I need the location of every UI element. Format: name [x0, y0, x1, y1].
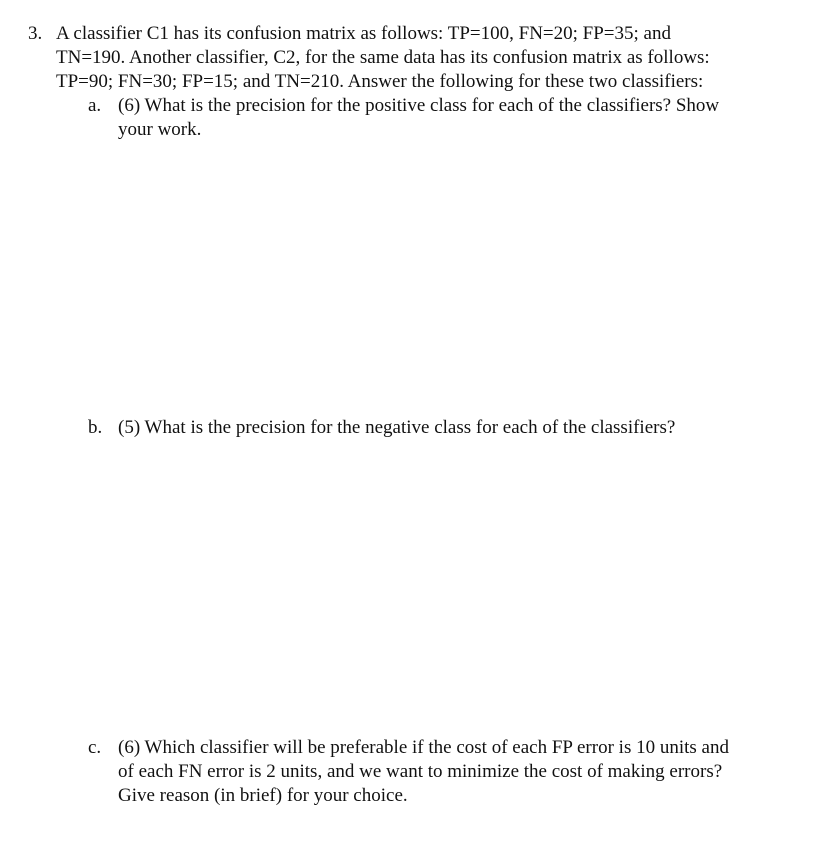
part-b-text	[118, 416, 798, 440]
stem-line: TN=190. Another classifier, C2, for the same data has its confusion matrix as follows:	[56, 47, 710, 68]
part-a-text	[118, 94, 798, 142]
question-stem	[56, 22, 796, 94]
part-c-text	[118, 736, 798, 808]
part-c-label: c.	[88, 737, 102, 758]
part-b-label: b.	[88, 417, 103, 438]
stem-line: TP=90; FN=30; FP=15; and TN=210. Answer the following for these two classifiers:	[56, 71, 704, 92]
part-c-line: Give reason (in brief) for your choice.	[118, 785, 408, 806]
stem-line: A classifier C1 has its confusion matrix as follows: TP=100, FN=20; FP=35; and	[56, 23, 671, 44]
part-a-label: a.	[88, 95, 102, 116]
part-c-line: of each FN error is 2 units, and we want to minimize the cost of making errors?	[118, 761, 723, 782]
part-a-line: (6) What is the precision for the positive class for each of the classifiers? Show	[118, 95, 720, 116]
part-b-line: (5) What is the precision for the negative class for each of the classifiers?	[118, 417, 676, 438]
part-c-line: (6) Which classifier will be preferable if the cost of each FP error is 10 units and	[118, 737, 729, 758]
question-number: 3.	[28, 23, 43, 44]
part-a-line: your work.	[118, 119, 202, 140]
